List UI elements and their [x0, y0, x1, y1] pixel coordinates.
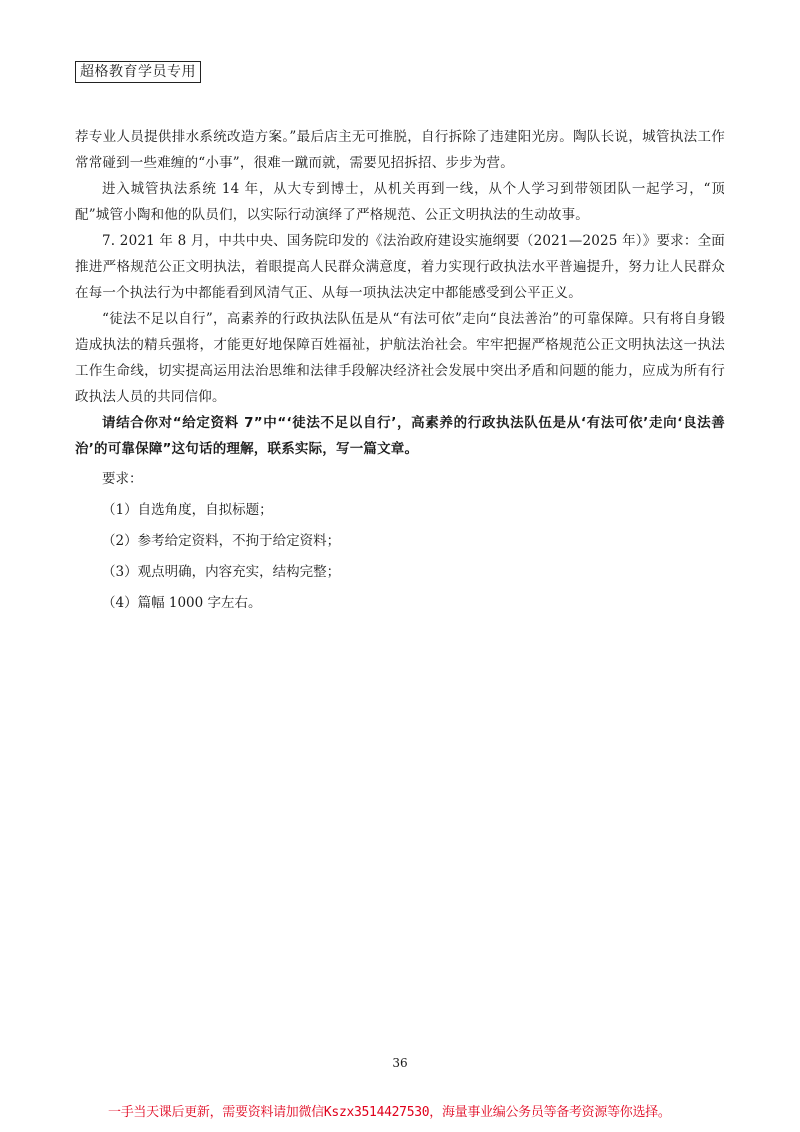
essay-question: 请结合你对“给定资料 7”中“‘徒法不足以自行’，高素养的行政执法队伍是从‘有法可依’走向‘良法善治’的可靠保障”这句话的理解，联系实际，写一篇文章。: [75, 415, 725, 457]
header-label: 超格教育学员专用: [75, 61, 201, 83]
page-number: 36: [392, 1056, 408, 1070]
document-body: [75, 124, 725, 616]
footer-watermark-note: 一手当天课后更新，需要资料请加微信Kszx3514427530，海量事业编公务员等备考资源等你选择。: [108, 1105, 671, 1120]
paragraph-continued: 荐专业人员提供排水系统改造方案。”最后店主无可推脱，自行拆除了违建阳光房。陶队长说，城管执法工作常常碰到一些难缠的“小事”，很难一蹴而就，需要见招拆招、步步为营。: [75, 129, 725, 171]
requirement-item: （3）观点明确，内容充实，结构完整；: [102, 564, 341, 580]
requirements-list: [75, 497, 725, 616]
paragraph-material-7: 7. 2021 年 8 月，中共中央、国务院印发的《法治政府建设实施纲要（2021—2025 年）》要求：全面推进严格规范公正文明执法，着眼提高人民群众满意度，着力实现行政执法水平普遍提升，努力让人民群众在每一个执法行为中都能看到风清气正、从每一项执法决定中都能感受到公平正义。: [75, 233, 725, 301]
requirements-title: 要求：: [102, 471, 143, 487]
requirement-item: （1）自选角度，自拟标题；: [102, 502, 273, 518]
requirement-item: （2）参考给定资料，不拘于给定资料；: [102, 533, 341, 549]
paragraph-law-enforcement: “徒法不足以自行”，高素养的行政执法队伍是从“有法可依”走向“良法善治”的可靠保障。只有将自身锻造成执法的精兵强将，才能更好地保障百姓福祉，护航法治社会。牢牢把握严格规范公正文明执法这一执法工作生命线，切实提高运用法治思维和法律手段解决经济社会发展中突出矛盾和问题的能力，应成为所有行政执法人员的共同信仰。: [75, 311, 725, 405]
paragraph-xiao-tao: 进入城管执法系统 14 年，从大专到博士，从机关再到一线，从个人学习到带领团队一起学习，“顶配”城管小陶和他的队员们，以实际行动演绎了严格规范、公正文明执法的生动故事。: [75, 181, 725, 223]
requirement-item: （4）篇幅 1000 字左右。: [102, 595, 262, 611]
